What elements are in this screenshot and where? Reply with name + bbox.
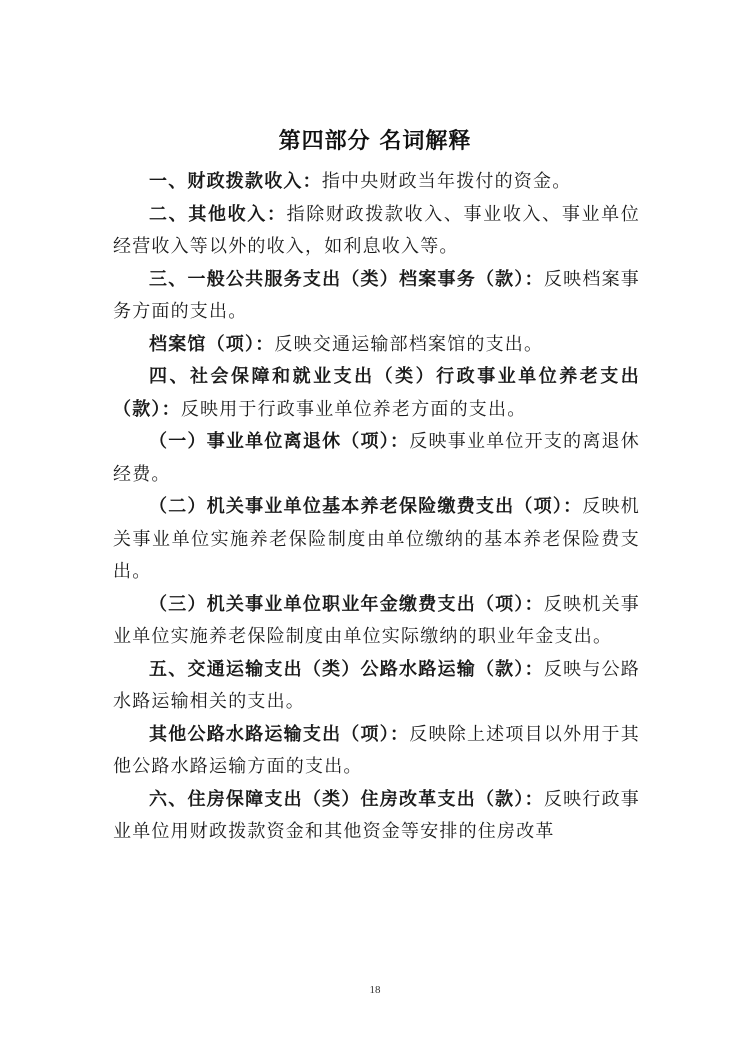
- page-title: 第四部分 名词解释: [278, 129, 472, 154]
- paragraph-text: 指中央财政当年拨付的资金。: [321, 171, 572, 192]
- paragraph-6: [113, 426, 640, 491]
- paragraph-text: 指除财政拨款收入、事业收入、事业单位经营收入等以外的收入，如利息收入等。: [113, 203, 640, 257]
- paragraph-1: [113, 166, 640, 199]
- paragraph-term: 一、财政拨款收入：: [149, 171, 322, 192]
- paragraph-term: 五、交通运输支出（类）公路水路运输（款）：: [149, 658, 544, 680]
- paragraph-term: 二、其他收入：: [149, 203, 287, 225]
- paragraph-term: 其他公路水路运输支出（项）：: [149, 723, 410, 745]
- paragraph-text: 反映机关事业单位实施养老保险制度由单位缴纳的基本养老保险费支出。: [113, 496, 640, 582]
- paragraph-text: 反映档案事务方面的支出。: [113, 268, 641, 322]
- paragraph-2: [113, 199, 640, 264]
- paragraph-9: [113, 654, 640, 719]
- paragraph-term: 三、一般公共服务支出（类）档案事务（款）：: [149, 268, 544, 290]
- page-number: 18: [369, 984, 381, 996]
- paragraph-text: 反映用于行政事业单位养老方面的支出。: [180, 398, 527, 420]
- paragraph-10: [113, 719, 640, 784]
- paragraph-term: 档案馆（项）：: [149, 333, 275, 355]
- paragraph-term: （二）机关事业单位基本养老保险缴费支出（项）：: [149, 496, 583, 517]
- paragraph-5: [113, 361, 640, 426]
- paragraph-7: [113, 491, 640, 589]
- paragraph-term: 六、住房保障支出（类）住房改革支出（款）：: [149, 788, 544, 810]
- paragraph-text: 反映交通运输部档案馆的支出。: [274, 333, 544, 355]
- paragraph-term: 四、社会保障和就业支出（类）行政事业单位养老支出（款）：: [113, 366, 640, 420]
- paragraph-4: [113, 329, 640, 362]
- paragraph-text: 反映事业单位开支的离退休经费。: [113, 431, 640, 485]
- paragraph-11: [113, 784, 640, 849]
- paragraph-text: 反映机关事业单位实施养老保险制度由单位实际缴纳的职业年金支出。: [113, 593, 641, 647]
- paragraph-8: [113, 589, 640, 654]
- paragraph-text: 反映除上述项目以外用于其他公路水路运输方面的支出。: [113, 723, 640, 777]
- paragraph-text: 反映行政事业单位用财政拨款资金和其他资金等安排的住房改革: [113, 788, 641, 842]
- paragraph-3: [113, 264, 640, 329]
- paragraph-term: （一）事业单位离退休（项）：: [149, 431, 410, 452]
- paragraph-term: （三）机关事业单位职业年金缴费支出（项）：: [149, 593, 544, 615]
- paragraph-text: 反映与公路水路运输相关的支出。: [113, 658, 641, 712]
- document-body: [113, 166, 640, 849]
